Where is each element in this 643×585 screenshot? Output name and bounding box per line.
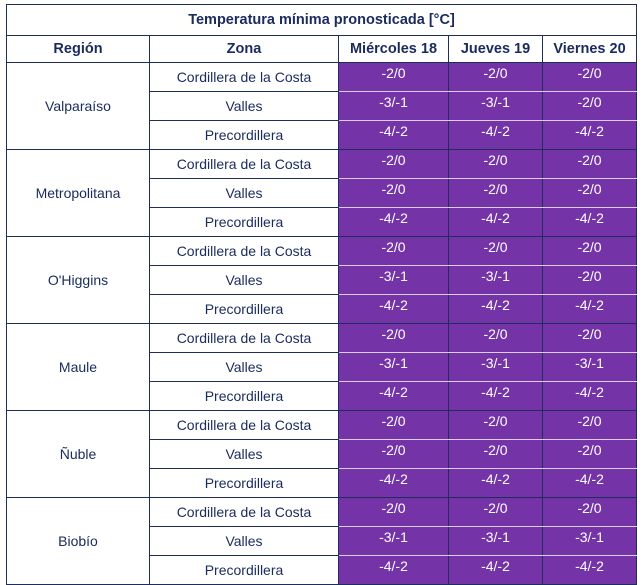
zone-cell: Valles xyxy=(150,353,339,382)
zone-cell: Cordillera de la Costa xyxy=(150,411,339,440)
temperature-value-cell: -2/0 xyxy=(339,411,449,440)
temperature-value-cell: -4/-2 xyxy=(543,382,637,411)
table-row xyxy=(7,150,637,179)
header-day-3: Viernes 20 xyxy=(543,36,637,63)
header-day-1: Miércoles 18 xyxy=(339,36,449,63)
temperature-value-cell: -4/-2 xyxy=(543,208,637,237)
zone-cell: Cordillera de la Costa xyxy=(150,63,339,92)
temperature-value-cell: -2/0 xyxy=(339,150,449,179)
region-cell: Metropolitana xyxy=(7,150,150,237)
temperature-value-cell: -2/0 xyxy=(449,411,543,440)
zone-cell: Precordillera xyxy=(150,469,339,498)
region-cell: Maule xyxy=(7,324,150,411)
zone-cell: Valles xyxy=(150,92,339,121)
temperature-value-cell: -4/-2 xyxy=(339,208,449,237)
temperature-value-cell: -2/0 xyxy=(339,179,449,208)
table-body xyxy=(7,63,637,585)
table-row xyxy=(7,411,637,440)
temperature-value-cell: -2/0 xyxy=(543,324,637,353)
temperature-value-cell: -4/-2 xyxy=(449,208,543,237)
temperature-value-cell: -3/-1 xyxy=(449,353,543,382)
zone-cell: Valles xyxy=(150,266,339,295)
temperature-value-cell: -2/0 xyxy=(543,150,637,179)
temperature-value-cell: -4/-2 xyxy=(339,556,449,585)
region-cell: Valparaíso xyxy=(7,63,150,150)
temperature-value-cell: -2/0 xyxy=(339,237,449,266)
temperature-value-cell: -4/-2 xyxy=(449,469,543,498)
temperature-value-cell: -4/-2 xyxy=(449,556,543,585)
temperature-value-cell: -2/0 xyxy=(543,440,637,469)
table-row xyxy=(7,63,637,92)
header-region: Región xyxy=(7,36,150,63)
zone-cell: Valles xyxy=(150,179,339,208)
header-zona: Zona xyxy=(150,36,339,63)
zone-cell: Precordillera xyxy=(150,382,339,411)
temperature-value-cell: -4/-2 xyxy=(339,295,449,324)
temperature-value-cell: -3/-1 xyxy=(543,353,637,382)
temperature-value-cell: -4/-2 xyxy=(543,295,637,324)
temperature-value-cell: -3/-1 xyxy=(339,353,449,382)
zone-cell: Precordillera xyxy=(150,121,339,150)
temperature-value-cell: -3/-1 xyxy=(543,527,637,556)
min-temperature-table xyxy=(6,4,637,585)
table-row xyxy=(7,324,637,353)
zone-cell: Cordillera de la Costa xyxy=(150,324,339,353)
table-row xyxy=(7,237,637,266)
temperature-value-cell: -2/0 xyxy=(543,63,637,92)
temperature-value-cell: -3/-1 xyxy=(449,266,543,295)
zone-cell: Precordillera xyxy=(150,208,339,237)
temperature-value-cell: -3/-1 xyxy=(339,527,449,556)
temperature-value-cell: -2/0 xyxy=(449,179,543,208)
title-row xyxy=(7,5,637,36)
temperature-value-cell: -4/-2 xyxy=(449,295,543,324)
table-title: Temperatura mínima pronosticada [°C] xyxy=(7,5,637,36)
temperature-value-cell: -3/-1 xyxy=(449,527,543,556)
temperature-value-cell: -4/-2 xyxy=(449,382,543,411)
temperature-value-cell: -2/0 xyxy=(449,150,543,179)
temperature-value-cell: -2/0 xyxy=(339,63,449,92)
region-cell: O'Higgins xyxy=(7,237,150,324)
temperature-value-cell: -2/0 xyxy=(449,440,543,469)
region-cell: Ñuble xyxy=(7,411,150,498)
temperature-value-cell: -2/0 xyxy=(543,92,637,121)
temperature-value-cell: -4/-2 xyxy=(543,121,637,150)
header-row xyxy=(7,36,637,63)
temperature-value-cell: -4/-2 xyxy=(543,556,637,585)
zone-cell: Valles xyxy=(150,527,339,556)
temperature-value-cell: -2/0 xyxy=(339,324,449,353)
temperature-value-cell: -2/0 xyxy=(543,498,637,527)
temperature-value-cell: -2/0 xyxy=(449,237,543,266)
header-day-2: Jueves 19 xyxy=(449,36,543,63)
table-row xyxy=(7,498,637,527)
temperature-value-cell: -3/-1 xyxy=(339,266,449,295)
temperature-value-cell: -2/0 xyxy=(543,266,637,295)
temperature-value-cell: -2/0 xyxy=(543,237,637,266)
temperature-value-cell: -4/-2 xyxy=(543,469,637,498)
zone-cell: Cordillera de la Costa xyxy=(150,498,339,527)
forecast-table-container xyxy=(6,4,637,585)
temperature-value-cell: -4/-2 xyxy=(449,121,543,150)
temperature-value-cell: -4/-2 xyxy=(339,382,449,411)
temperature-value-cell: -3/-1 xyxy=(339,92,449,121)
temperature-value-cell: -4/-2 xyxy=(339,469,449,498)
region-cell: Biobío xyxy=(7,498,150,585)
zone-cell: Cordillera de la Costa xyxy=(150,237,339,266)
zone-cell: Precordillera xyxy=(150,295,339,324)
zone-cell: Valles xyxy=(150,440,339,469)
temperature-value-cell: -2/0 xyxy=(543,179,637,208)
zone-cell: Precordillera xyxy=(150,556,339,585)
temperature-value-cell: -4/-2 xyxy=(339,121,449,150)
temperature-value-cell: -2/0 xyxy=(449,324,543,353)
temperature-value-cell: -2/0 xyxy=(543,411,637,440)
temperature-value-cell: -2/0 xyxy=(449,63,543,92)
temperature-value-cell: -2/0 xyxy=(339,498,449,527)
zone-cell: Cordillera de la Costa xyxy=(150,150,339,179)
temperature-value-cell: -2/0 xyxy=(449,498,543,527)
temperature-value-cell: -3/-1 xyxy=(449,92,543,121)
temperature-value-cell: -2/0 xyxy=(339,440,449,469)
